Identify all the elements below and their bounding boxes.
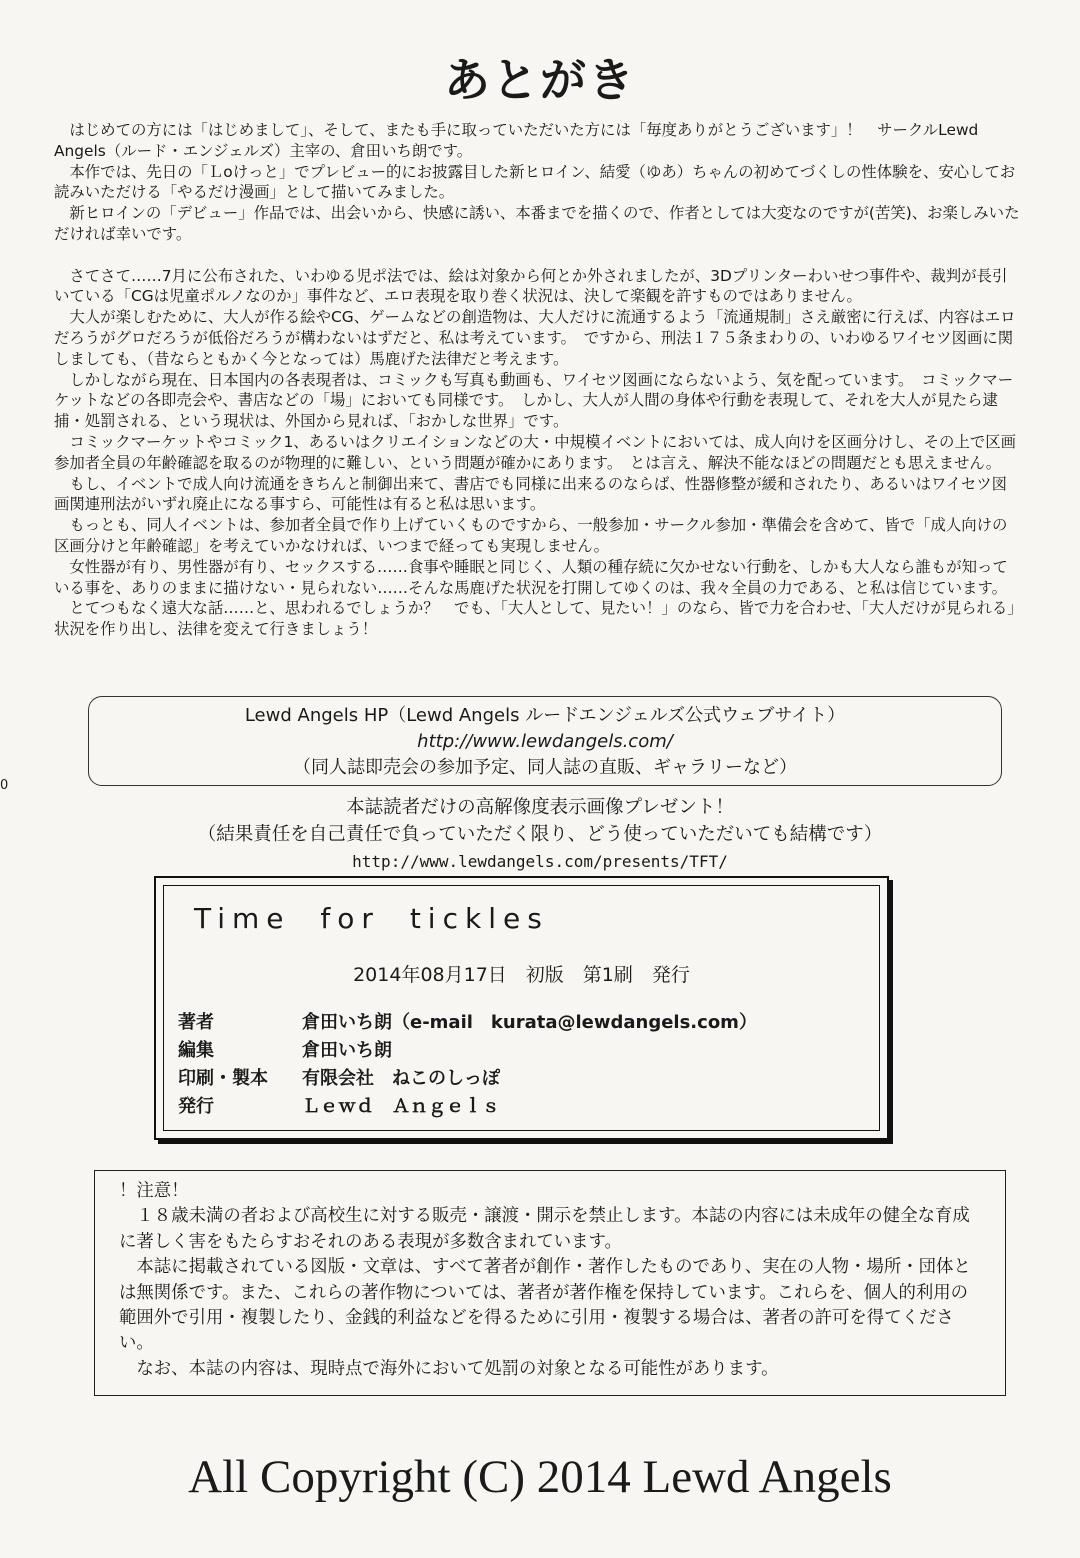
colophon-value: Ｌｅｗｄ Ａｎｇｅｌｓ bbox=[302, 1096, 500, 1117]
present-note: （結果責任を自己責任で負っていただく限り、どう使っていただいても結構です） bbox=[197, 824, 883, 845]
notice-paragraph: １８歳未満の者および高校生に対する販売・譲渡・開示を禁止します。本誌の内容には未成年の健全な育成に著しく害をもたらすおそれのある表現が多数含まれています。 bbox=[119, 1206, 970, 1252]
book-title: Time for tickles bbox=[194, 902, 549, 935]
present-url-link[interactable]: http://www.lewdangels.com/presents/TFT/ bbox=[352, 852, 728, 871]
afterword-paragraph: コミックマーケットやコミック1、あるいはクリエイションなどの大・中規模イベントにおいては、成人向けを区画分けし、その上で区画参加者全員の年齢確認を取るのが物理的に難しい、という問題が確かにあります。 とは言え、解決不能なほどの問題だとも思えません。 bbox=[54, 432, 1017, 472]
afterword-paragraph: もっとも、同人イベントは、参加者全員で作り上げていくものですから、一般参加・サークル参加・準備会を含めて、皆で「成人向けの区画分けと年齢確認」を考えていかなければ、いつまで経っても実現しません。 bbox=[54, 516, 1008, 555]
afterword-paragraph: とてつもなく遠大な話……と、思われるでしょうか？ でも、「大人として、見たい！」のなら、皆で力を合わせ、「大人だけが見られる」状況を作り出し、法律を変えて行きましょう！ bbox=[54, 599, 1015, 639]
colophon-key: 発行 bbox=[178, 1096, 214, 1117]
colophon-row-printing bbox=[178, 1064, 500, 1090]
afterword-paragraph: 大人が楽しむために、大人が作る絵やCG、ゲームなどの創造物は、大人だけに流通するよう「流通規制」さえ厳密に行えば、内容はエロだろうがグロだろうが低俗だろうが構わないはずだと、私は考えています。 ですから、刑法１７５条まわりの、いわゆるワイセツ図画に関しましても、（昔ならともかく今となっては）馬鹿げた法律だと考えます。 bbox=[54, 308, 1016, 368]
afterword-paragraph: もし、イベントで成人向け流通をきちんと制御出来て、書店でも同様に出来るのならば、性器修整が緩和されたり、あるいはワイセツ図画関連刑法がいずれ廃止になる事すら、可能性は有ると私は思います。 bbox=[54, 474, 1007, 514]
colophon-value: 有限会社 ねこのしっぽ bbox=[302, 1068, 500, 1089]
colophon-key: 著者 bbox=[178, 1012, 214, 1033]
notice-paragraph: なお、本誌の内容は、現時点で海外において処罰の対象となる可能性があります。 bbox=[136, 1358, 779, 1379]
copyright-line: All Copyright (C) 2014 Lewd Angels bbox=[188, 1451, 892, 1503]
afterword-paragraph: 新ヒロインの「デビュー」作品では、出会いから、快感に誘い、本番までを描くので、作者としては大変なのですが(苦笑)、お楽しみいただければ幸いです。 bbox=[54, 204, 1020, 243]
paragraph-gap bbox=[54, 245, 1022, 266]
present-section bbox=[0, 794, 1080, 875]
colophon-value: 倉田いち朗 bbox=[302, 1040, 392, 1061]
colophon-value: 倉田いち朗（e-mail kurata@lewdangels.com） bbox=[302, 1012, 757, 1033]
colophon-box bbox=[154, 876, 889, 1140]
afterword-paragraph: 女性器が有り、男性器が有り、セックスする……食事や睡眠と同じく、人類の種存続に欠かせない行動を、しかも大人なら誰もが知っている事を、ありのままに描けない・見られない……そんな馬鹿げた状況を打開してゆくのは、我々全員の力である、と私は信じています。 bbox=[54, 557, 1008, 597]
homepage-url-link[interactable]: http://www.lewdangels.com/ bbox=[417, 731, 673, 752]
publication-date: 2014年08月17日 初版 第1刷 発行 bbox=[353, 964, 690, 986]
afterword-paragraph: はじめての方には「はじめまして」、そして、またも手に取っていただいた方には「毎度ありがとうございます」！ サークルLewd Angels（ルード・エンジェルズ）主宰の、倉田いち朗です。 bbox=[54, 121, 979, 160]
afterword-text bbox=[54, 120, 1022, 640]
homepage-box bbox=[88, 696, 1002, 786]
margin-mark: 0 bbox=[0, 778, 9, 793]
afterword-paragraph: しかしながら現在、日本国内の各表現者は、コミックも写真も動画も、ワイセツ図画にならないよう、気を配っています。 コミックマーケットなどの各即売会や、書店などの「場」においても同様です。 しかし、大人が人間の身体や行動を表現して、それを大人が見たら逮捕・処罰される、という現状は、外国から見れば、「おかしな世界」です。 bbox=[54, 370, 1014, 431]
colophon-row-author bbox=[178, 1008, 757, 1034]
notice-paragraph: 本誌に掲載されている図版・文章は、すべて著者が創作・著作したものであり、実在の人物・場所・団体とは無関係です。また、これらの著作物については、著者が著作権を保持しています。これらを、個人的利用の範囲外で引用・複製したり、金銭的利益などを得るために引用・複製する場合は、著者の許可を得てください。 bbox=[119, 1257, 971, 1354]
colophon-row-editor bbox=[178, 1036, 392, 1062]
colophon-inner-frame bbox=[163, 885, 880, 1131]
colophon-key: 印刷・製本 bbox=[178, 1068, 268, 1089]
notice-heading: ！注意！ bbox=[119, 1181, 189, 1201]
afterword-paragraph: さてさて……7月に公布された、いわゆる児ポ法では、絵は対象から何とか外されましたが、3Dプリンターわいせつ事件や、裁判が長引いている「CGは児童ポルノなのか」事件など、エロ表現を取り巻く状況は、決して楽観を許すものではありません。 bbox=[54, 266, 1008, 306]
homepage-description: （同人誌即売会の参加予定、同人誌の直販、ギャラリーなど） bbox=[293, 757, 797, 778]
colophon-row-publisher bbox=[178, 1092, 500, 1118]
afterword-paragraph: 本作では、先日の「Ｌoけっと」でプレビュー的にお披露目した新ヒロイン、結愛（ゆあ）ちゃんの初めてづくしの性体験を、安心してお読みいただける「やるだけ漫画」として描いてみました。 bbox=[54, 162, 1016, 202]
page-title: あとがき bbox=[444, 53, 636, 107]
homepage-title: Lewd Angels HP（Lewd Angels ルードエンジェルズ公式ウェブサイト） bbox=[244, 705, 846, 726]
present-heading: 本誌読者だけの高解像度表示画像プレゼント！ bbox=[346, 797, 734, 818]
colophon-key: 編集 bbox=[178, 1040, 214, 1061]
notice-box bbox=[94, 1170, 1006, 1396]
